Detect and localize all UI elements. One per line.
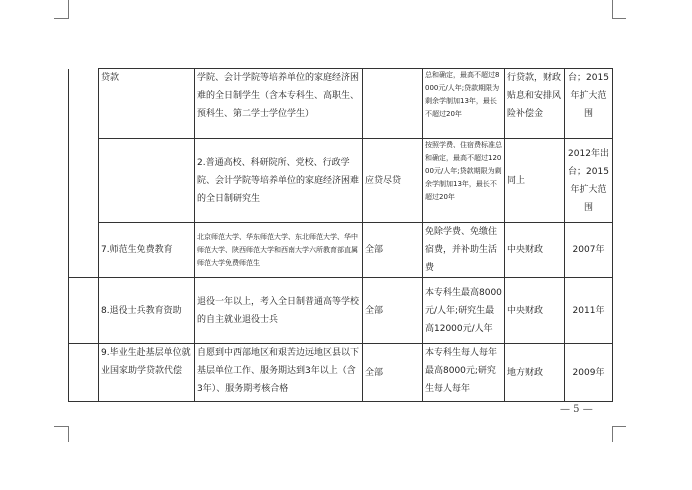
page-number: — 5 — [560,404,593,415]
policy-table [68,68,613,402]
table-row [69,69,613,139]
standard-cell: 本专科生最高8000元/人年;研究生最高12000元/人年 [423,278,505,344]
target-cell: 学院、会计学院等培养单位的家庭经济困难的全日制学生（含本专科生、高职生、预科生、第二学士学位学生） [195,69,363,139]
scope-cell: 全部 [363,278,423,344]
year-cell: 2009年 [565,344,613,402]
funding-cell: 地方财政 [505,344,565,402]
year-cell: 2012年出台；2015年扩大范围 [565,139,613,223]
year-cell: 2011年 [565,278,613,344]
table-row [69,278,613,344]
standard-cell: 免除学费、免缴住宿费，并补助生活费 [423,223,505,278]
table-row [69,223,613,278]
crop-mark-top-left [68,0,69,19]
item-cell: 8.退役士兵教育资助 [99,278,195,344]
crop-mark-bottom-left [68,426,69,442]
target-cell: 退役一年以上，考入全日制普通高等学校的自主就业退役士兵 [195,278,363,344]
funding-cell: 行贷款，财政贴息和安排风险补偿金 [505,69,565,139]
left-margin-cell [69,344,99,402]
item-cell: 7.师范生免费教育 [99,223,195,278]
funding-cell: 中央财政 [505,278,565,344]
item-cell: 贷款 [99,69,195,139]
funding-cell: 同上 [505,139,565,223]
standard-cell: 本专科生每人每年最高8000元;研究生每人每年 [423,344,505,402]
crop-mark-bottom-right [612,426,613,442]
table-row [69,344,613,402]
scope-cell: 全部 [363,223,423,278]
scope-cell: 应贷尽贷 [363,139,423,223]
left-margin-cell [69,223,99,278]
target-cell: 自愿到中西部地区和艰苦边远地区县以下基层单位工作、服务期达到3年以上（含3年）、服务期考核合格 [195,344,363,402]
table-row [69,139,613,223]
scope-cell [363,69,423,139]
item-cell: 9.毕业生赴基层单位就业国家助学贷款代偿 [99,344,195,402]
scope-cell: 全部 [363,344,423,402]
year-cell: 台；2015年扩大范围 [565,69,613,139]
standard-cell: 总和确定，最高不超过8000元/人年;贷款期限为剩余学制加13年，最长不超过20年 [423,69,505,139]
item-cell [99,139,195,223]
target-cell: 北京师范大学、华东师范大学、东北师范大学、华中师范大学、陕西师范大学和西南大学六所教育部直属师范大学免费师范生 [195,223,363,278]
crop-mark-top-right [612,0,613,18]
crop-mark-bottom-right-h [612,426,626,427]
left-margin-cell [69,69,99,139]
funding-cell: 中央财政 [505,223,565,278]
standard-cell: 按照学费、住宿费标准总和确定，最高不超过12000元/人年;贷款期限为剩余学制加13年，最长不超过20年 [423,139,505,223]
year-cell: 2007年 [565,223,613,278]
left-margin-cell [69,139,99,223]
left-margin-cell [69,278,99,344]
target-cell: 2.普通高校、科研院所、党校、行政学院、会计学院等培养单位的家庭经济困难的全日制研究生 [195,139,363,223]
crop-mark-top-left-h [54,18,68,19]
crop-mark-bottom-left-h [54,426,68,427]
crop-mark-top-right-h [612,18,626,19]
